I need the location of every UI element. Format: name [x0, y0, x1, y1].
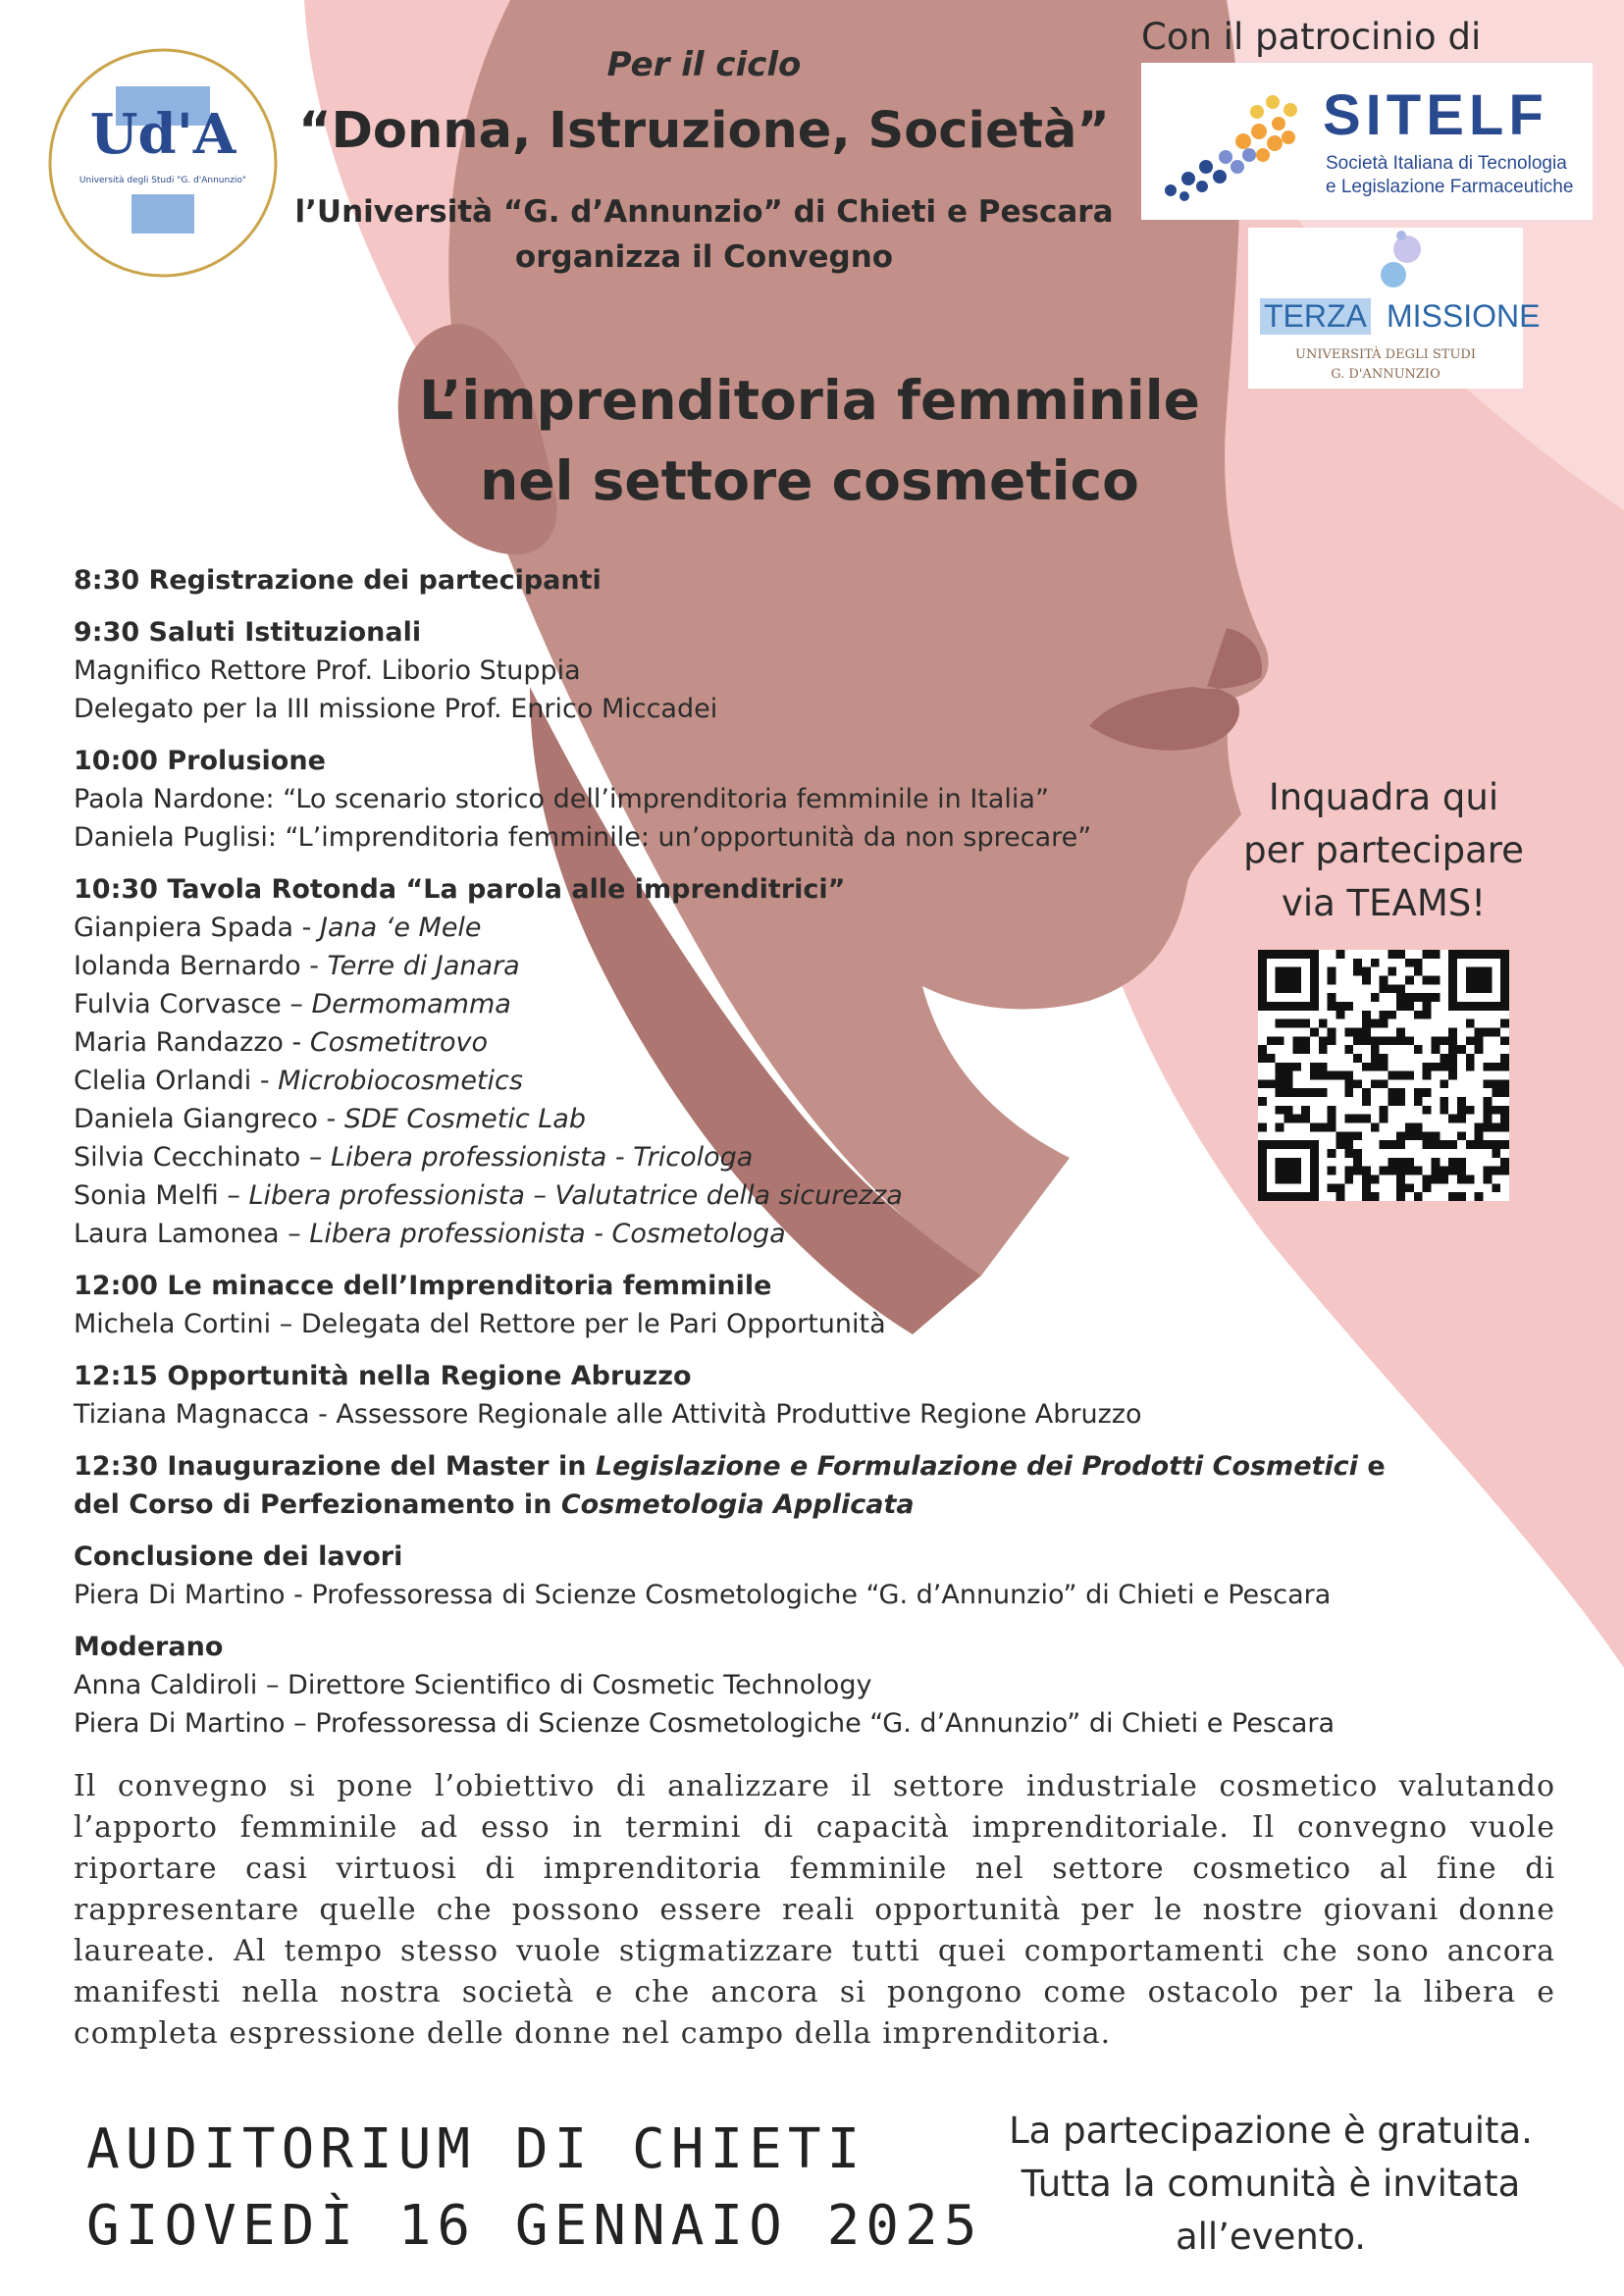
speaker-sep: –	[281, 989, 312, 1019]
terza-word: TERZA	[1260, 298, 1371, 335]
moderators-heading: Moderano	[74, 1632, 224, 1662]
speaker-row	[74, 1100, 1408, 1138]
speaker-sep: -	[317, 1104, 344, 1134]
speaker-row	[74, 1176, 1408, 1215]
sitelf-dots-icon	[1141, 63, 1318, 220]
inauguration-text-2: e del Corso di Perfezionamento in	[74, 1451, 1386, 1520]
patrocinio-label: Con il patrocinio di	[1141, 16, 1482, 58]
speaker-role: SDE Cosmetic Lab	[343, 1104, 586, 1134]
uda-logo	[47, 47, 279, 279]
greetings-section	[74, 613, 1408, 728]
qr-line: per partecipare	[1243, 829, 1524, 871]
speaker-sep: –	[300, 1142, 331, 1173]
registration-heading: 8:30 Registrazione dei partecipanti	[74, 565, 602, 596]
speaker-sep: -	[300, 951, 328, 981]
speaker-name: Sonia Melfi	[74, 1180, 219, 1211]
venue-label: AUDITORIUM DI CHIETI	[86, 2117, 866, 2181]
prolusion-heading: 10:00 Prolusione	[74, 746, 326, 776]
speaker-name: Iolanda Bernardo	[74, 951, 301, 981]
sitelf-title: SITELF	[1323, 83, 1548, 147]
terza-university-line1: UNIVERSITÀ DEGLI STUDI	[1295, 347, 1476, 362]
speaker-sep: -	[283, 1027, 310, 1058]
speaker-name: Daniela Giangreco	[74, 1104, 318, 1134]
threats-heading: 12:00 Le minacce dell’Imprenditoria femminile	[74, 1271, 772, 1301]
inauguration-text: 12:30 Inaugurazione del Master in	[74, 1451, 596, 1482]
abruzzo-heading: 12:15 Opportunità nella Regione Abruzzo	[74, 1361, 692, 1391]
speaker-row	[74, 1062, 1408, 1100]
speaker-role: Jana ‘e Mele	[320, 913, 482, 943]
speaker-role: Cosmetitrovo	[309, 1027, 489, 1058]
greetings-line: Delegato per la III missione Prof. Enrico Miccadei	[74, 694, 718, 724]
speaker-row	[74, 947, 1408, 985]
speaker-name: Gianpiera Spada	[74, 913, 294, 943]
prolusion-talk: Paola Nardone: “Lo scenario storico dell’imprenditoria femminile in Italia”	[74, 784, 1049, 814]
terza-missione-logo	[1248, 228, 1541, 389]
moderator-line: Piera Di Martino – Professoressa di Scienze Cosmetologiche “G. d’Annunzio” di Chieti e Pescara	[74, 1708, 1336, 1739]
uda-ring-text: Università degli Studi "G. d'Annunzio"	[79, 176, 247, 185]
conclusion-section	[74, 1538, 1408, 1614]
threats-speaker: Michela Cortini – Delegata del Rettore per le Pari Opportunità	[74, 1309, 886, 1339]
event-date: GIOVEDÌ 16 GENNAIO 2025	[86, 2194, 983, 2258]
speaker-row	[74, 909, 1408, 947]
prolusion-section	[74, 742, 1408, 857]
speaker-row	[74, 1138, 1408, 1176]
speaker-role: Libera professionista - Tricologa	[330, 1142, 754, 1173]
registration-section	[74, 561, 1408, 600]
inauguration-section	[74, 1447, 1408, 1524]
event-title-line2: nel settore cosmetico	[480, 449, 1139, 512]
participation-note	[996, 2105, 1545, 2264]
abruzzo-speaker: Tiziana Magnacca - Assessore Regionale alle Attività Produttive Regione Abruzzo	[74, 1399, 1142, 1430]
speaker-role: Libera professionista – Valutatrice della sicurezza	[248, 1180, 903, 1211]
cycle-name: “Donna, Istruzione, Società”	[298, 102, 1110, 160]
sitelf-logo	[1141, 63, 1593, 220]
uda-mark: Ud'A	[89, 102, 236, 167]
qr-line: Inquadra qui	[1268, 776, 1499, 818]
event-description: Il convegno si pone l’obiettivo di analizzare il settore industriale cosmetico valutando l’apporto femminile ad esso in termini di capacità imprenditoriale. Il convegno vuole riportare casi virtuosi di imprenditoria femminile nel settore cosmetico al fine di rappresentare quelle che possono essere reali opportunità per le nostre giovani donne laureate. Al tempo stesso vuole stigmatizzare tutti quei comportamenti che sono ancora manifesti nella nostra società e che ancora si pongono come ostacolo per la libera e completa espressione delle donne nel campo della imprenditoria.	[74, 1769, 1555, 2051]
threats-section	[74, 1267, 1408, 1343]
teams-qr-code-icon[interactable]	[1258, 950, 1509, 1201]
moderator-line: Anna Caldiroli – Direttore Scientifico di Cosmetic Technology	[74, 1670, 872, 1700]
moderators-section	[74, 1628, 1408, 1743]
participation-line: all’evento.	[1175, 2216, 1367, 2258]
sitelf-subtitle-line2: e Legislazione Farmaceutiche	[1326, 177, 1574, 197]
cycle-label: Per il ciclo	[606, 45, 802, 84]
conclusion-speaker: Piera Di Martino - Professoressa di Scienze Cosmetologiche “G. d’Annunzio” di Chieti e Pescara	[74, 1580, 1332, 1610]
terza-bubbles-icon	[1248, 228, 1523, 296]
qr-instructions	[1212, 771, 1555, 930]
master-name: Legislazione e Formulazione dei Prodotti Cosmetici	[595, 1451, 1358, 1482]
participation-line: La partecipazione è gratuita.	[1009, 2110, 1533, 2152]
qr-line: via TEAMS!	[1281, 882, 1487, 924]
speaker-role: Microbiocosmetics	[278, 1066, 523, 1096]
speaker-role: Terre di Janara	[327, 951, 520, 981]
speaker-row	[74, 1215, 1408, 1253]
speaker-name: Maria Randazzo	[74, 1027, 284, 1058]
program-schedule	[74, 561, 1408, 1756]
speaker-sep: -	[251, 1066, 279, 1096]
abruzzo-section	[74, 1357, 1408, 1434]
prolusion-talk: Daniela Puglisi: “L’imprenditoria femminile: un’opportunità da non sprecare”	[74, 822, 1092, 853]
speaker-row	[74, 1023, 1408, 1062]
round-table-section	[74, 870, 1408, 1253]
sitelf-subtitle-line1: Società Italiana di Tecnologia	[1326, 153, 1567, 174]
event-title-line1: L’imprenditoria femminile	[419, 369, 1200, 432]
participation-line: Tutta la comunità è invitata	[1021, 2163, 1521, 2205]
speaker-row	[74, 985, 1408, 1023]
terza-university-line2: G. D'ANNUNZIO	[1331, 367, 1441, 382]
speaker-name: Clelia Orlandi	[74, 1066, 252, 1096]
inauguration-heading	[74, 1447, 1408, 1524]
speaker-name: Silvia Cecchinato	[74, 1142, 301, 1173]
organizer-line: l’Università “G. d’Annunzio” di Chieti e Pescara	[294, 194, 1114, 230]
speaker-sep: –	[218, 1180, 249, 1211]
speaker-sep: -	[293, 913, 320, 943]
speaker-name: Laura Lamonea	[74, 1219, 280, 1249]
greetings-line: Magnifico Rettore Prof. Liborio Stuppia	[74, 655, 581, 686]
speaker-sep: –	[279, 1219, 310, 1249]
greetings-heading: 9:30 Saluti Istituzionali	[74, 617, 422, 648]
speaker-role: Libera professionista - Cosmetologa	[309, 1219, 786, 1249]
speaker-role: Dermomamma	[311, 989, 511, 1019]
organizer-line-2: organizza il Convegno	[514, 239, 894, 275]
conclusion-heading: Conclusione dei lavori	[74, 1541, 403, 1572]
course-name: Cosmetologia Applicata	[560, 1489, 915, 1520]
missione-word: MISSIONE	[1387, 298, 1541, 334]
speaker-name: Fulvia Corvasce	[74, 989, 282, 1019]
round-table-heading: 10:30 Tavola Rotonda “La parola alle imprenditrici”	[74, 874, 846, 905]
